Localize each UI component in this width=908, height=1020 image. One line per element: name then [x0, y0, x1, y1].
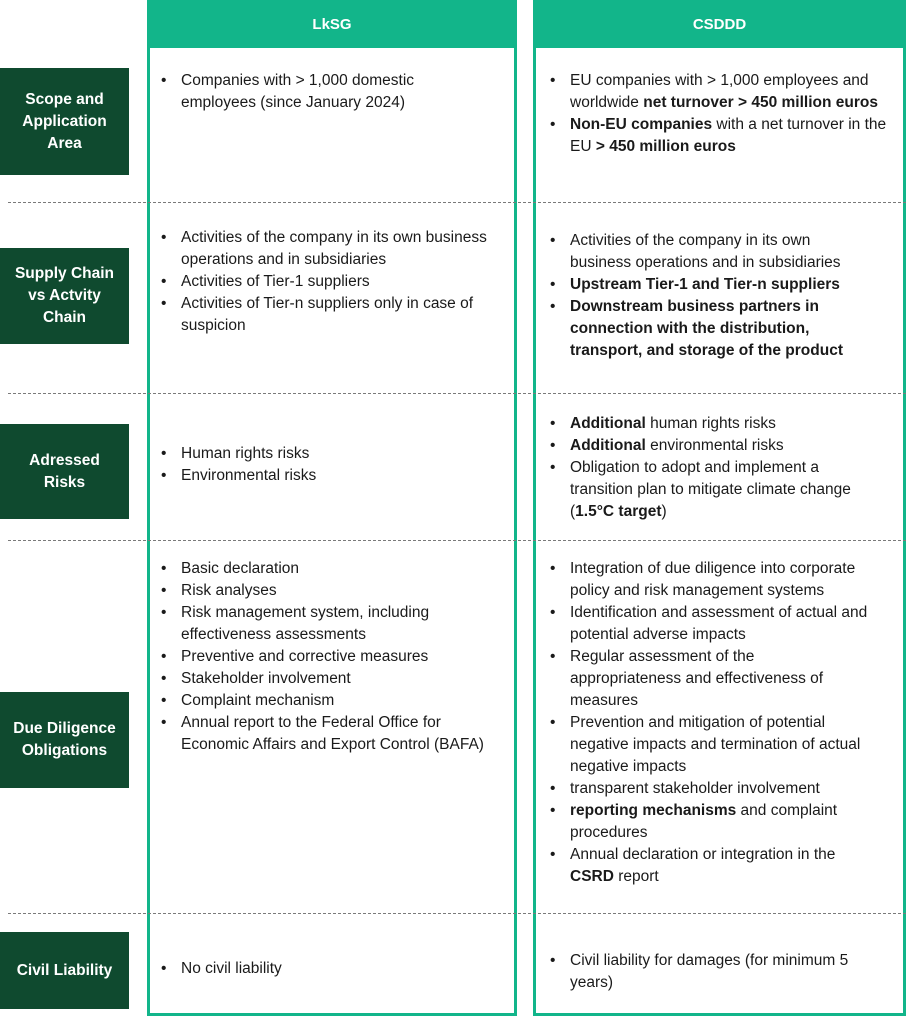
chain-lksg-cell: [159, 227, 489, 337]
row-divider: [8, 913, 906, 914]
bullet-item: • Upstream Tier-1 and Tier-n suppliers: [548, 274, 868, 296]
bullet-item: • Activities of Tier-1 suppliers: [159, 271, 489, 293]
row-label-risks: Adressed Risks: [0, 424, 129, 519]
liability-lksg-cell: [159, 958, 489, 980]
bullet-item: • Identification and assessment of actual and potential adverse impacts: [548, 602, 868, 646]
bullet-item: • Non-EU companies with a net turnover in the EU > 450 million euros: [548, 114, 898, 158]
bullet-item: • Annual declaration or integration in the CSRD report: [548, 844, 868, 888]
bullet-item: • reporting mechanisms and complaint procedures: [548, 800, 868, 844]
bullet-item: • Human rights risks: [159, 443, 489, 465]
bullet-item: • No civil liability: [159, 958, 489, 980]
bullet-item: • Companies with > 1,000 domestic employees (since January 2024): [159, 70, 459, 114]
diligence-csddd-cell: [548, 558, 868, 888]
bullet-item: • Integration of due diligence into corporate policy and risk management systems: [548, 558, 868, 602]
row-label-liability: Civil Liability: [0, 932, 129, 1009]
bullet-item: • Activities of the company in its own business operations and in subsidiaries: [548, 230, 868, 274]
lksg-column-header: LkSG: [147, 0, 517, 48]
bullet-item: • Additional human rights risks: [548, 413, 868, 435]
bullet-item: • Prevention and mitigation of potential negative impacts and termination of actual negative impacts: [548, 712, 868, 778]
liability-csddd-cell: [548, 950, 868, 994]
row-divider: [8, 540, 906, 541]
lksg-column-frame: [147, 0, 517, 1016]
risks-csddd-cell: [548, 413, 868, 523]
bullet-item: • Additional environmental risks: [548, 435, 868, 457]
bullet-item: • EU companies with > 1,000 employees and worldwide net turnover > 450 million euros: [548, 70, 898, 114]
bullet-item: • Activities of Tier-n suppliers only in case of suspicion: [159, 293, 489, 337]
risks-lksg-cell: [159, 443, 489, 487]
scope-csddd-cell: [548, 70, 898, 158]
bullet-item: • Risk analyses: [159, 580, 489, 602]
bullet-item: • Risk management system, including effectiveness assessments: [159, 602, 489, 646]
bullet-item: • Downstream business partners in connection with the distribution, transport, and storage of the product: [548, 296, 868, 362]
chain-csddd-cell: [548, 230, 868, 362]
row-label-scope: Scope and Application Area: [0, 68, 129, 175]
bullet-item: • Complaint mechanism: [159, 690, 489, 712]
bullet-item: • Annual report to the Federal Office for Economic Affairs and Export Control (BAFA): [159, 712, 489, 756]
bullet-item: • Preventive and corrective measures: [159, 646, 489, 668]
row-label-chain: Supply Chain vs Actvity Chain: [0, 248, 129, 344]
bullet-item: • Stakeholder involvement: [159, 668, 489, 690]
bullet-item: • Civil liability for damages (for minimum 5 years): [548, 950, 868, 994]
bullet-item: • Obligation to adopt and implement a transition plan to mitigate climate change (1.5°C target): [548, 457, 868, 523]
bullet-item: • Environmental risks: [159, 465, 489, 487]
bullet-item: • Basic declaration: [159, 558, 489, 580]
csddd-column-header: CSDDD: [533, 0, 906, 48]
bullet-item: • transparent stakeholder involvement: [548, 778, 868, 800]
bullet-item: • Activities of the company in its own business operations and in subsidiaries: [159, 227, 489, 271]
diligence-lksg-cell: [159, 558, 489, 756]
row-label-diligence: Due Diligence Obligations: [0, 692, 129, 788]
row-divider: [8, 393, 906, 394]
bullet-item: • Regular assessment of the appropriateness and effectiveness of measures: [548, 646, 868, 712]
row-divider: [8, 202, 906, 203]
scope-lksg-cell: [159, 70, 459, 114]
